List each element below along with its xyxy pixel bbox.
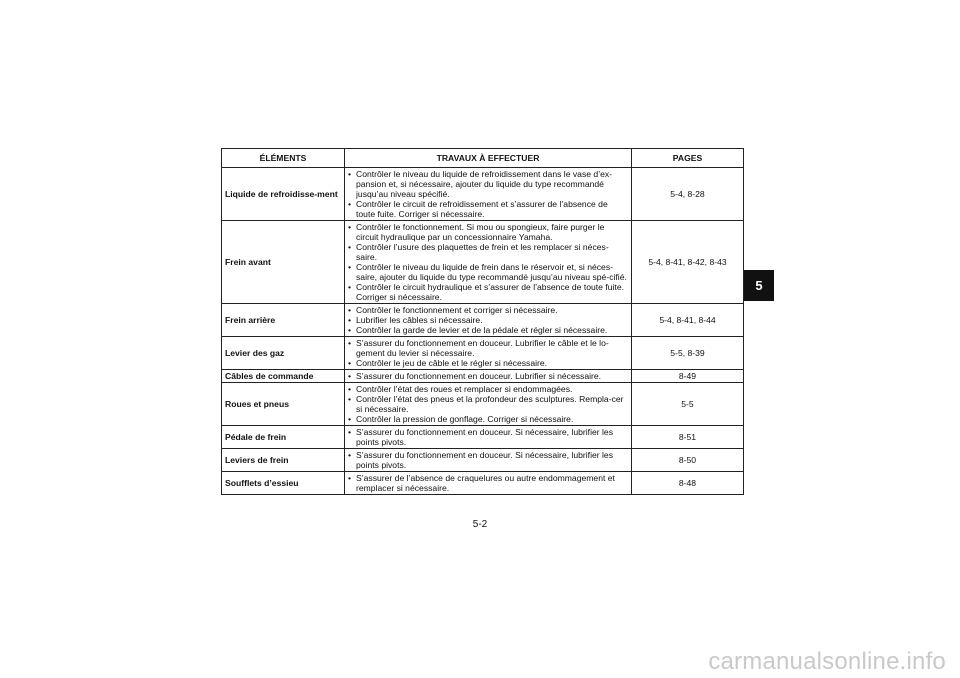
table-row (222, 472, 744, 495)
element-cell: Leviers de frein (222, 449, 345, 472)
task-item: • S’assurer du fonctionnement en douceur. Si nécessaire, lubrifier les points pivots. (348, 450, 628, 470)
element-cell: Pédale de frein (222, 426, 345, 449)
element-cell: Frein avant (222, 221, 345, 304)
tasks-cell (345, 472, 632, 495)
task-item: • Contrôler la garde de levier et de la pédale et régler si nécessaire. (348, 325, 628, 335)
task-list (348, 169, 628, 219)
task-list (348, 371, 628, 381)
chapter-tab (744, 270, 774, 301)
pages-cell: 8-50 (632, 449, 744, 472)
table-header-row (222, 149, 744, 168)
maintenance-table (221, 148, 744, 495)
table-row (222, 304, 744, 337)
pages-cell: 5-5, 8-39 (632, 337, 744, 370)
table-row (222, 370, 744, 383)
header-pages: PAGES (632, 149, 744, 168)
task-list (348, 305, 628, 335)
task-item: • Contrôler le fonctionnement et corriger si nécessaire. (348, 305, 628, 315)
element-cell: Roues et pneus (222, 383, 345, 426)
tasks-cell (345, 221, 632, 304)
table-row (222, 449, 744, 472)
pages-cell: 8-49 (632, 370, 744, 383)
tasks-cell (345, 304, 632, 337)
task-item: • Contrôler le niveau du liquide de frein dans le réservoir et, si néces-saire, ajouter du liquide du type recommandé jusqu’au niveau spé-cifié. (348, 262, 628, 282)
tasks-cell (345, 449, 632, 472)
tasks-cell (345, 426, 632, 449)
task-item: • Contrôler le circuit de refroidissement et s’assurer de l’absence de toute fuite. Corriger si nécessaire. (348, 199, 628, 219)
task-item: • S’assurer du fonctionnement en douceur. Si nécessaire, lubrifier les points pivots. (348, 427, 628, 447)
task-list (348, 222, 628, 302)
task-item: • Contrôler l’état des roues et remplacer si endommagées. (348, 384, 628, 394)
table-body (222, 168, 744, 495)
tasks-cell (345, 337, 632, 370)
chapter-tab-label: 5 (755, 278, 763, 293)
table-row (222, 168, 744, 221)
page-number: 5-2 (472, 519, 488, 530)
tasks-cell (345, 370, 632, 383)
pages-cell: 8-51 (632, 426, 744, 449)
task-item: • Contrôler l’état des pneus et la profondeur des sculptures. Rempla-cer si nécessaire. (348, 394, 628, 414)
pages-cell: 5-4, 8-28 (632, 168, 744, 221)
element-cell: Liquide de refroidisse-ment (222, 168, 345, 221)
pages-cell: 8-48 (632, 472, 744, 495)
task-item: • S’assurer du fonctionnement en douceur. Lubrifier si nécessaire. (348, 371, 628, 381)
task-item: • S’assurer de l’absence de craquelures ou autre endommagement et remplacer si nécessaire. (348, 473, 628, 493)
pages-cell: 5-5 (632, 383, 744, 426)
table-row (222, 337, 744, 370)
task-list (348, 450, 628, 470)
element-cell: Levier des gaz (222, 337, 345, 370)
pages-cell: 5-4, 8-41, 8-42, 8-43 (632, 221, 744, 304)
task-item: • Contrôler la pression de gonflage. Corriger si nécessaire. (348, 414, 628, 424)
task-item: • S’assurer du fonctionnement en douceur. Lubrifier le câble et le lo-gement du levier si nécessaire. (348, 338, 628, 358)
watermark: carmanualsonline.info (708, 648, 946, 675)
table-row (222, 426, 744, 449)
task-list (348, 384, 628, 424)
tasks-cell (345, 168, 632, 221)
element-cell: Soufflets d’essieu (222, 472, 345, 495)
task-item: • Contrôler le jeu de câble et le régler si nécessaire. (348, 358, 628, 368)
tasks-cell (345, 383, 632, 426)
task-list (348, 473, 628, 493)
table-row (222, 383, 744, 426)
task-item: • Contrôler l’usure des plaquettes de frein et les remplacer si néces-saire. (348, 242, 628, 262)
task-item: • Contrôler le circuit hydraulique et s’assurer de l’absence de toute fuite. Corriger si nécessaire. (348, 282, 628, 302)
element-cell: Câbles de commande (222, 370, 345, 383)
table-row (222, 221, 744, 304)
task-list (348, 338, 628, 368)
task-item: • Contrôler le niveau du liquide de refroidissement dans le vase d’ex-pansion et, si nécessaire, ajouter du liquide du type recommandé jusqu’au niveau spécifié. (348, 169, 628, 199)
pages-cell: 5-4, 8-41, 8-44 (632, 304, 744, 337)
header-tasks: TRAVAUX À EFFECTUER (345, 149, 632, 168)
task-item: • Contrôler le fonctionnement. Si mou ou spongieux, faire purger le circuit hydraulique par un concessionnaire Yamaha. (348, 222, 628, 242)
header-elements: ÉLÉMENTS (222, 149, 345, 168)
task-list (348, 427, 628, 447)
element-cell: Frein arrière (222, 304, 345, 337)
task-item: • Lubrifier les câbles si nécessaire. (348, 315, 628, 325)
